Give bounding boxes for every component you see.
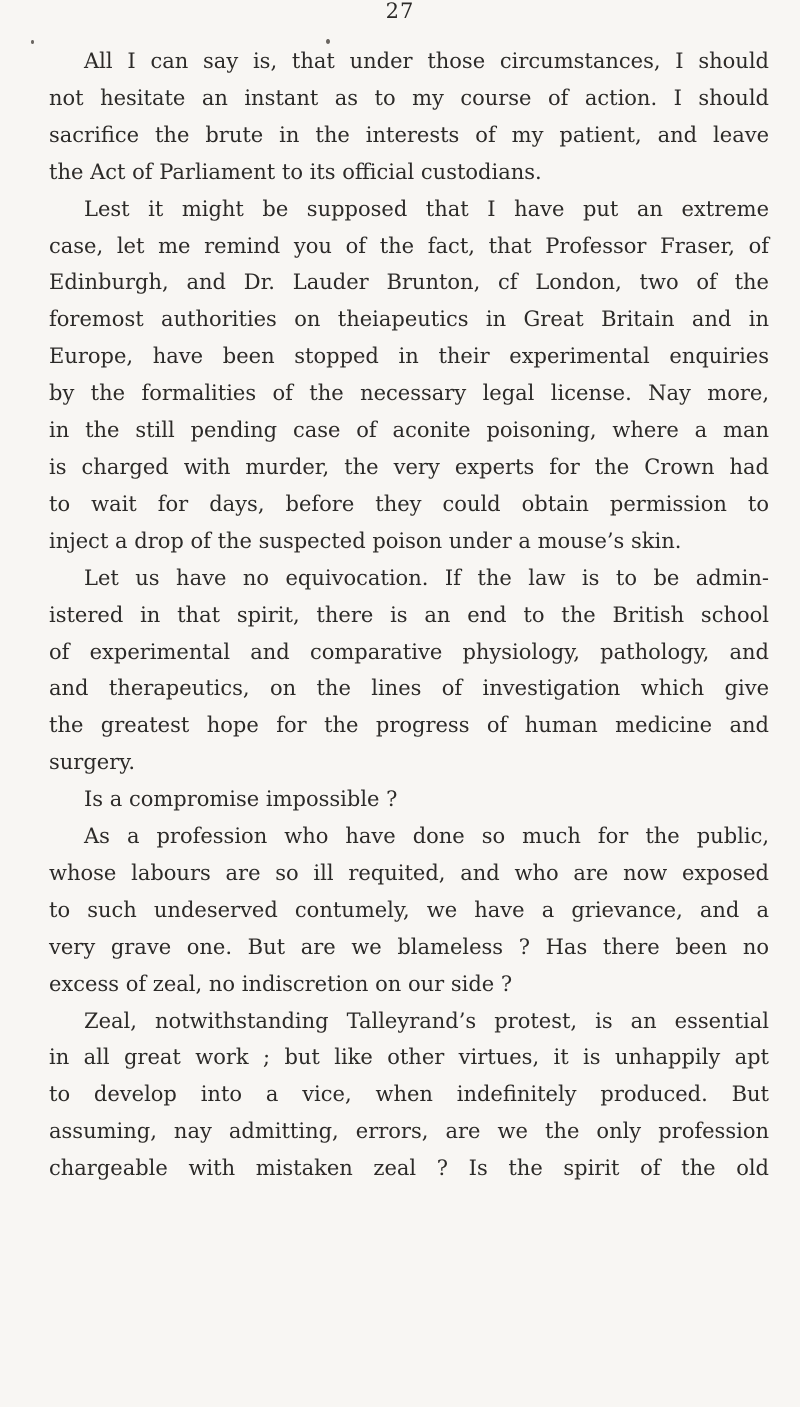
text-line: All I can say is, that under those circumstances, I should (84, 49, 769, 73)
paragraph (49, 1003, 769, 1188)
text-line: surgery. (49, 750, 135, 775)
text-line: to such undeserved contumely, we have a grievance, and a (49, 897, 769, 922)
paragraph (49, 818, 769, 1003)
text-line: istered in that spirit, there is an end to the British school (49, 602, 769, 627)
paragraph (49, 781, 769, 818)
text-line: foremost authorities on theiapeutics in Great Britain and in (49, 307, 769, 332)
text-line: and therapeutics, on the lines of investigation which give (49, 676, 769, 701)
text-line: excess of zeal, no indiscretion on our side ? (49, 971, 513, 996)
print-speck (31, 40, 34, 44)
body-text (49, 43, 769, 1187)
paragraph (49, 43, 769, 191)
text-line: inject a drop of the suspected poison under a mouse’s skin. (49, 528, 682, 553)
text-line: Europe, have been stopped in their experimental enquiries (49, 344, 769, 369)
text-line: not hesitate an instant as to my course of action. I should (49, 85, 769, 110)
text-line: Is a compromise impossible ? (84, 787, 398, 812)
text-line: by the formalities of the necessary legal license. Nay more, (49, 381, 769, 406)
text-line: to wait for days, before they could obtain permission to (49, 491, 769, 516)
page-number: 27 (385, 0, 415, 23)
text-line: is charged with murder, the very experts for the Crown had (49, 454, 769, 479)
text-line: chargeable with mistaken zeal ? Is the spirit of the old (49, 1156, 769, 1181)
paragraph (49, 191, 769, 560)
text-line: whose labours are so ill requited, and who are now exposed (49, 860, 769, 885)
text-line: assuming, nay admitting, errors, are we the only profession (49, 1119, 769, 1144)
text-line: the greatest hope for the progress of human medicine and (49, 713, 769, 738)
text-line: in the still pending case of aconite poisoning, where a man (49, 418, 769, 443)
text-line: to develop into a vice, when indefinitely produced. But (49, 1082, 769, 1107)
text-line: very grave one. But are we blameless ? Has there been no (49, 934, 769, 959)
text-line: the Act of Parliament to its official custodians. (49, 159, 542, 184)
text-line: Edinburgh, and Dr. Lauder Brunton, cf London, two of the (49, 270, 769, 295)
text-line: Zeal, notwithstanding Talleyrand’s protest, is an essential (84, 1008, 769, 1033)
text-line: in all great work ; but like other virtues, it is unhappily apt (49, 1045, 769, 1070)
text-line: of experimental and comparative physiology, pathology, and (49, 639, 769, 664)
paragraph (49, 560, 769, 781)
text-line: As a profession who have done so much for the public, (84, 824, 769, 849)
text-line: sacrifice the brute in the interests of my patient, and leave (49, 122, 769, 147)
text-line: Let us have no equivocation. If the law is to be admin- (84, 565, 769, 590)
text-line: Lest it might be supposed that I have put an extreme (84, 196, 769, 221)
text-line: case, let me remind you of the fact, that Professor Fraser, of (49, 233, 769, 258)
